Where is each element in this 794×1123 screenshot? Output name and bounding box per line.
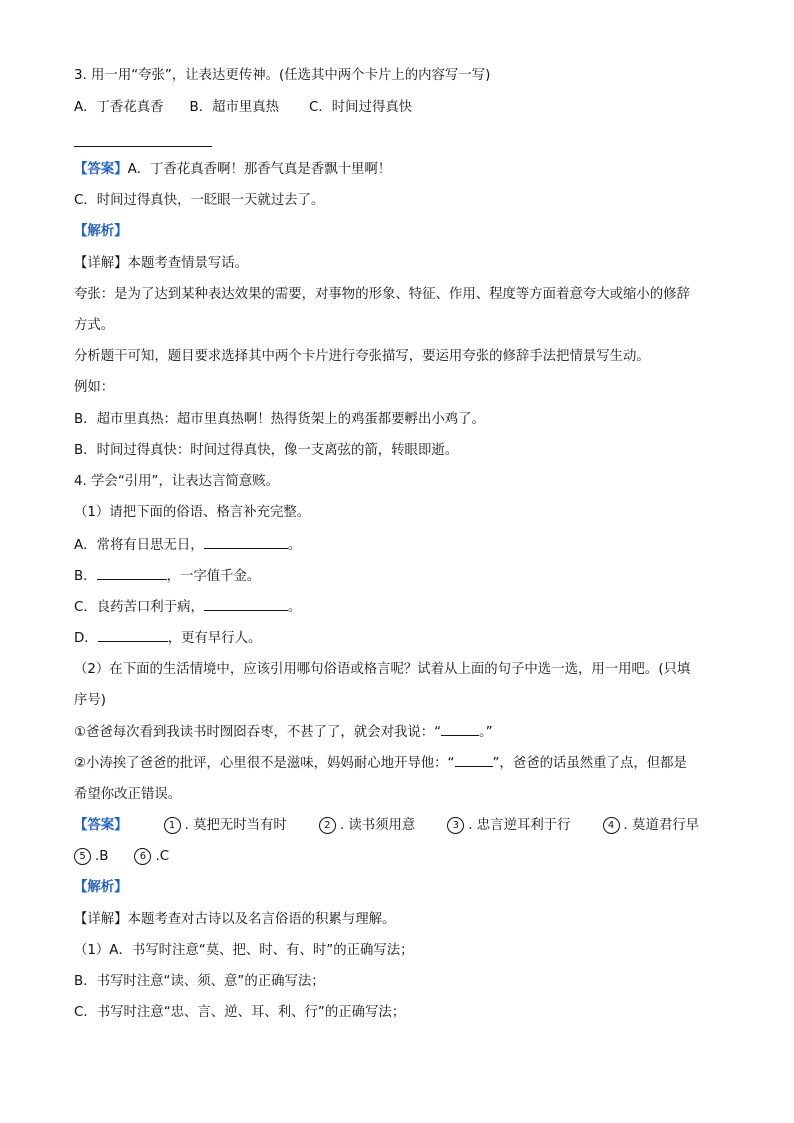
- q4-note-1: （1）A．书写时注意“莫、把、时、有、时”的正确写法；: [74, 943, 414, 958]
- fill-blank: [455, 753, 493, 767]
- circled-number-2: 2: [319, 817, 336, 834]
- q4-analysis-tag: [74, 878, 128, 898]
- q4-scenario-1-text: ①爸爸每次看到我读书时囫囵吞枣，不甚了了，就会对我说：“: [74, 725, 442, 740]
- q4-item-d-text: ，更有早行人。: [167, 631, 262, 646]
- q4-part2-line2: 序号): [74, 693, 107, 708]
- q4-item-c-end: 。: [287, 600, 302, 615]
- fill-blank: [97, 566, 167, 580]
- answer-tag: 【答案】: [74, 162, 128, 177]
- circled-number-6: 6: [134, 848, 151, 865]
- q3-example-label: 例如：: [74, 380, 115, 395]
- q4-scenario-2-text: ②小涛挨了爸爸的批评，心里很不是滋味，妈妈耐心地开导他：“: [74, 756, 455, 771]
- q3-option-c: C．时间过得真快: [309, 100, 413, 115]
- analysis-tag: [74, 222, 128, 242]
- q4-item-c: [74, 597, 301, 618]
- q4-part1: （1）请把下面的俗语、格言补充完整。: [74, 505, 311, 520]
- q4-item-b: [74, 566, 260, 587]
- q3-options: [74, 98, 412, 118]
- q4-item-a-text: A．常将有日思无日，: [74, 538, 204, 553]
- q4-note-2: B．书写时注意“读、须、意”的正确写法；: [74, 974, 325, 989]
- q4-item-c-text: C．良药苦口利于病，: [74, 600, 204, 615]
- q4-item-d: [74, 628, 261, 649]
- q4-item-a-end: 。: [287, 538, 302, 553]
- q3-example-b: B．超市里真热：超市里真热啊！热得货架上的鸡蛋都要孵出小鸡了。: [74, 412, 485, 427]
- q3-detail: 【详解】本题考查情景写话。: [74, 256, 249, 271]
- q4-item-b-label: B．: [74, 569, 97, 584]
- circled-number-4: 4: [603, 817, 620, 834]
- analysis-tag-text: 【解析】: [74, 880, 128, 895]
- q4-scenario-1-end: 。”: [479, 725, 493, 740]
- q3-option-a: A．丁香花真香: [74, 100, 164, 115]
- q4-scenario-2-line2: 希望你改正错误。: [74, 787, 182, 802]
- q3-answer-line2: C．时间过得真快，一眨眼一天就过去了。: [74, 193, 325, 208]
- q3-title: 3. 用一用“夸张”，让表达更传神。(任选其中两个卡片上的内容写一写): [74, 68, 491, 83]
- fill-blank: [441, 722, 479, 736]
- q4-item-b-text: ，一字值千金。: [166, 569, 261, 584]
- q3-definition-line1: 夸张：是为了达到某种表达效果的需要，对事物的形象、特征、作用、程度等方面着意夸大或缩小的修辞: [74, 287, 690, 302]
- q4-part2-line1: （2）在下面的生活情境中，应该引用哪句俗语或格言呢？试着从上面的句子中选一选，用一用吧。(只填: [74, 662, 691, 677]
- q4-item-a: [74, 535, 301, 556]
- fill-blank: [204, 535, 288, 549]
- answer-3: . 忠言逆耳利于行: [468, 818, 571, 833]
- q3-answer-line1: [74, 160, 391, 180]
- answer-tag: 【答案】: [74, 818, 128, 833]
- q4-title: 4. 学会“引用”，让表达言简意赅。: [74, 474, 279, 489]
- answer-text: A．丁香花真香啊！那香气真是香飘十里啊！: [127, 162, 392, 177]
- q4-detail: 【详解】本题考查对古诗以及名言俗语的积累与理解。: [74, 912, 396, 927]
- answer-1: . 莫把无时当有时: [184, 818, 287, 833]
- q3-option-b: B．超市里真热: [189, 100, 280, 115]
- answer-6: .C: [155, 849, 170, 864]
- q3-definition-line2: 方式。: [74, 318, 115, 333]
- circled-number-1: 1: [164, 817, 181, 834]
- q4-scenario-2: [74, 753, 687, 774]
- analysis-tag-text: 【解析】: [74, 224, 128, 239]
- circled-number-5: 5: [74, 848, 91, 865]
- answer-line-separator: [74, 146, 212, 147]
- circled-number-3: 3: [447, 817, 464, 834]
- q4-item-d-label: D．: [74, 631, 98, 646]
- fill-blank: [98, 628, 168, 642]
- q4-answer-row2: [74, 847, 169, 867]
- q3-example-c: B．时间过得真快：时间过得真快，像一支离弦的箭，转眼即逝。: [74, 443, 459, 458]
- q4-note-3: C．书写时注意“忠、言、逆、耳、利、行”的正确写法；: [74, 1005, 406, 1020]
- answer-2: . 读书须用意: [339, 818, 416, 833]
- q3-analysis: 分析题干可知，题目要求选择其中两个卡片进行夸张描写，要运用夸张的修辞手法把情景写生动。: [74, 349, 650, 364]
- q4-scenario-2-end: ”，爸爸的话虽然重了点，但都是: [492, 756, 687, 771]
- fill-blank: [204, 597, 288, 611]
- q4-answer-row1: [74, 816, 699, 836]
- answer-5: .B: [95, 849, 109, 864]
- q4-scenario-1: [74, 722, 493, 743]
- answer-4: . 莫道君行早: [623, 818, 699, 833]
